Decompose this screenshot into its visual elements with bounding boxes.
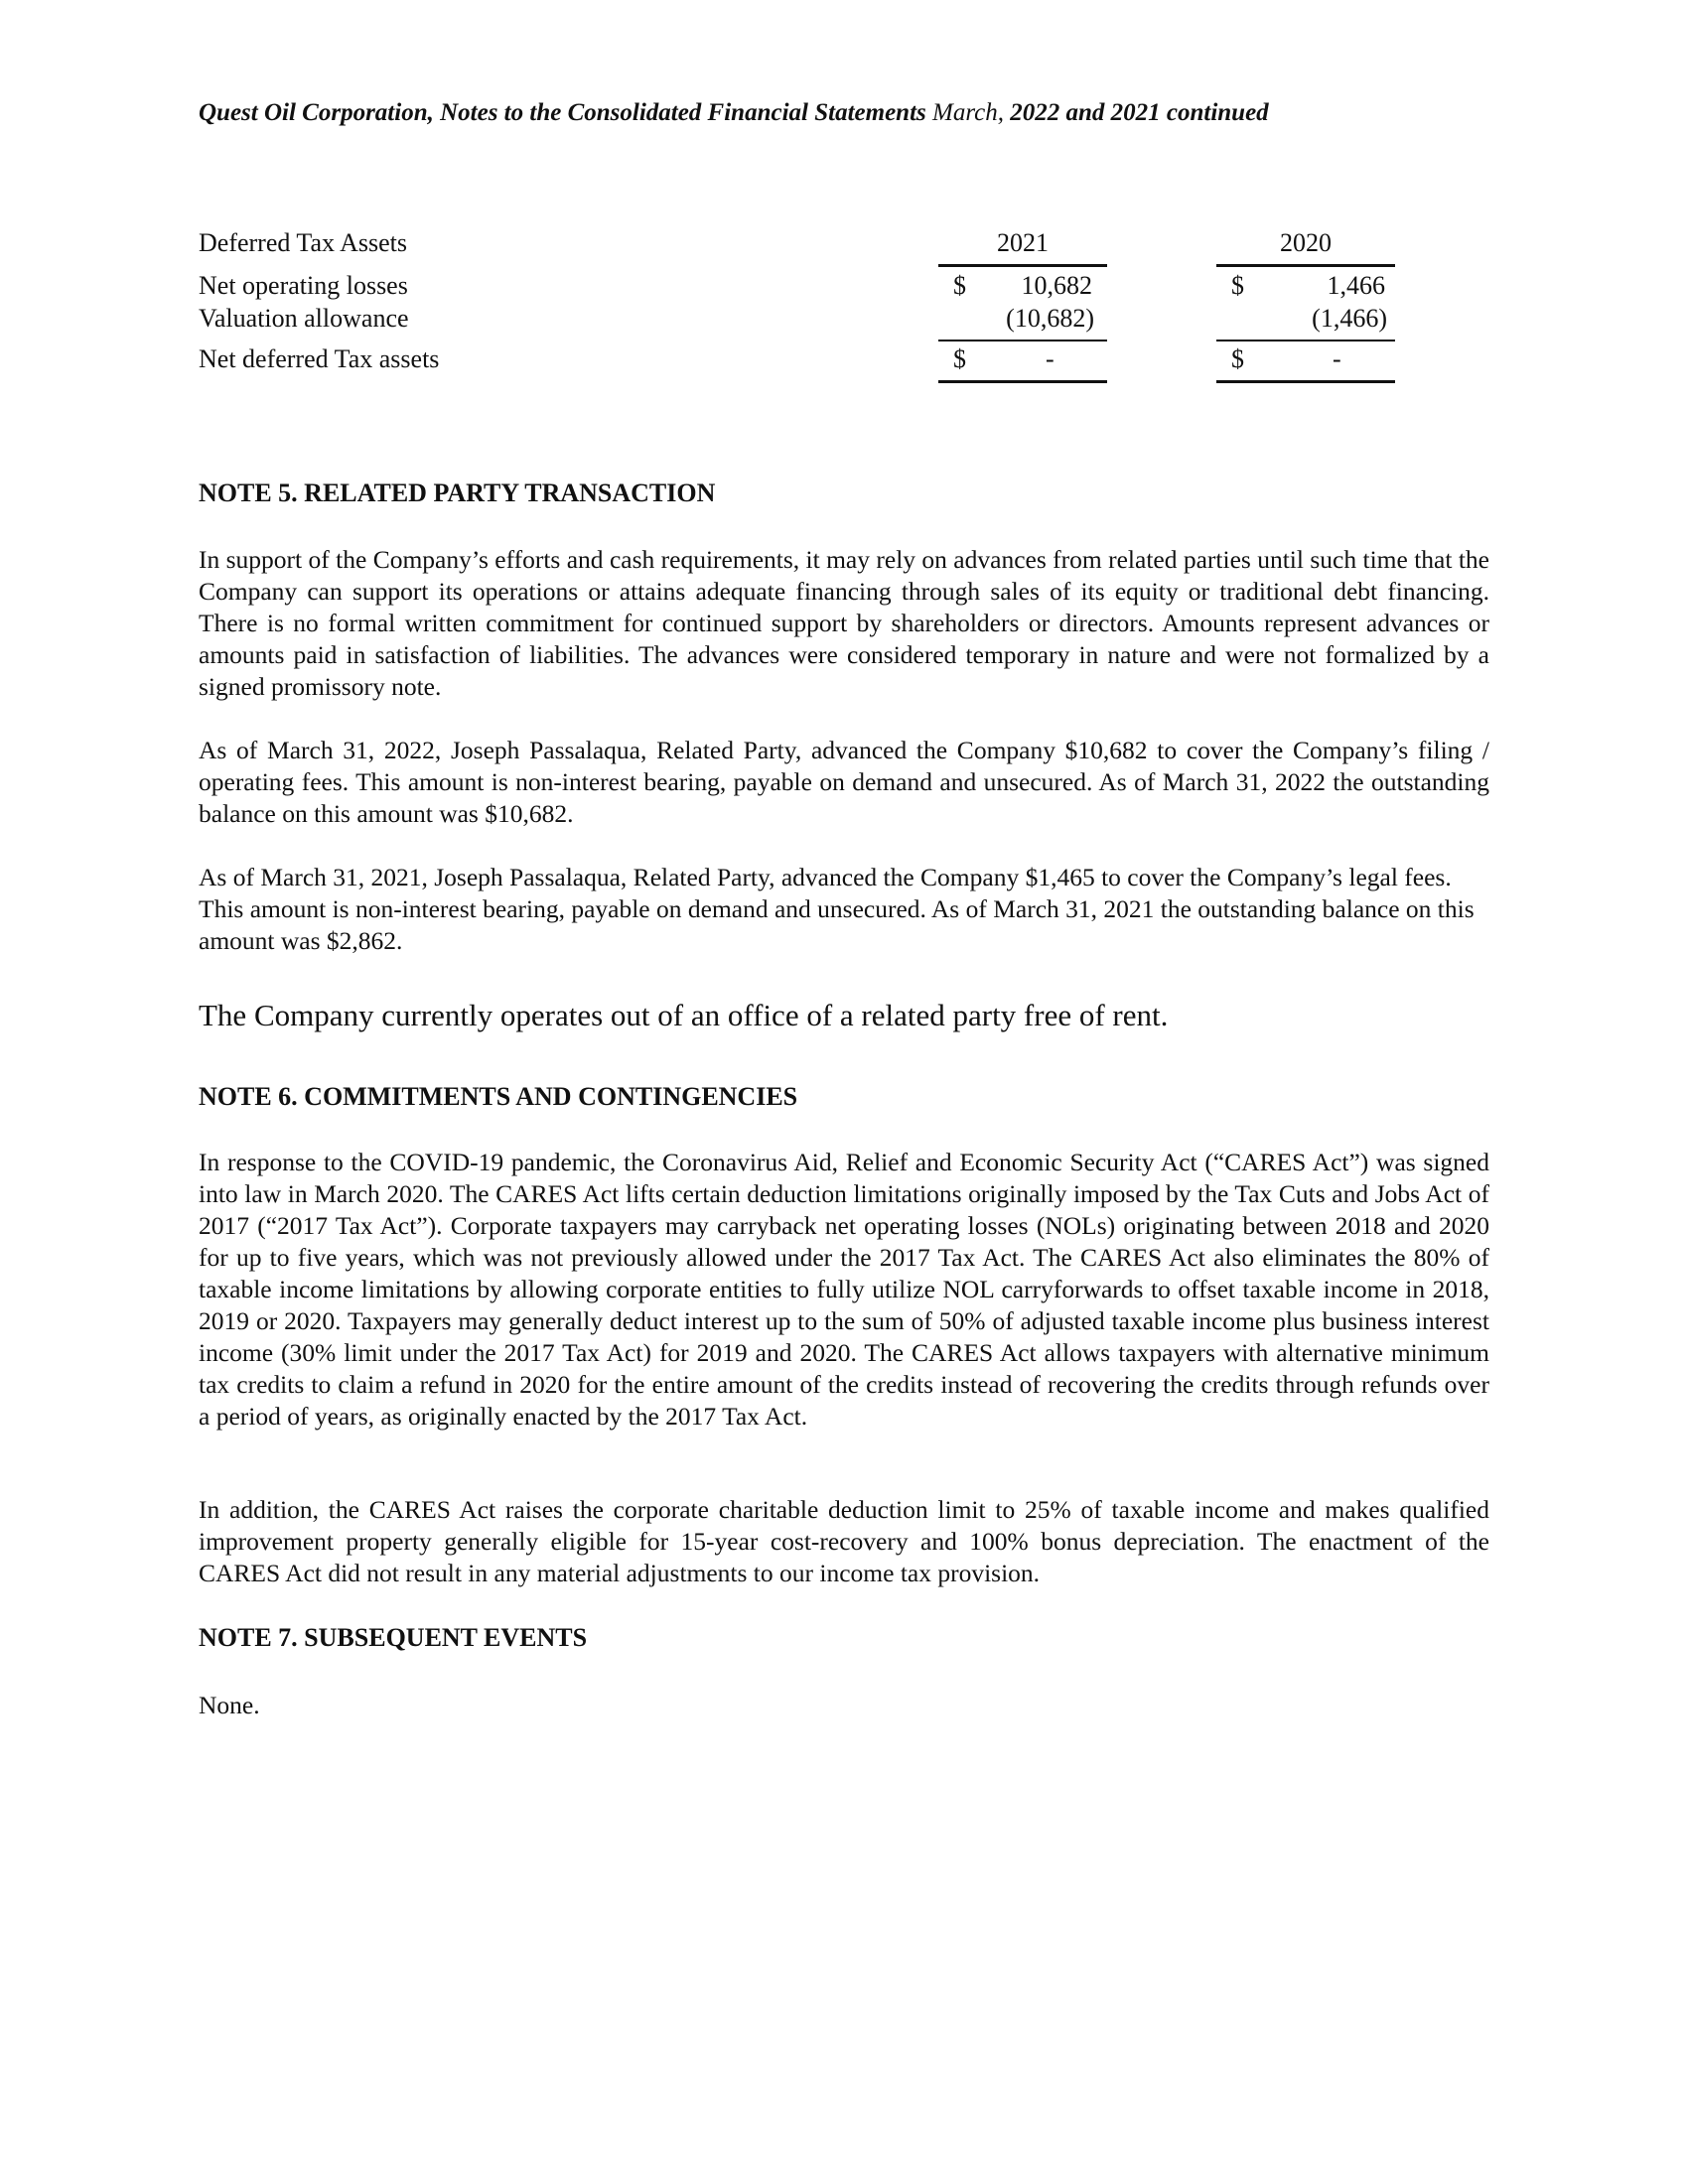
note7-title: NOTE 7. SUBSEQUENT EVENTS xyxy=(199,1623,588,1652)
row-label-valuation-allowance: Valuation allowance xyxy=(199,304,409,333)
year-underline-2021 xyxy=(938,264,1107,267)
value-2020: 1,466 xyxy=(1327,271,1385,300)
total-rule-2020 xyxy=(1216,380,1395,383)
year-underline-2020 xyxy=(1216,264,1395,267)
currency-2020: $ xyxy=(1231,271,1244,300)
table-title: Deferred Tax Assets xyxy=(199,228,407,257)
currency-2021: $ xyxy=(953,271,966,300)
note6-paragraph-2: In addition, the CARES Act raises the corporate charitable deduction limit to 25% of taxable income and makes qualified improvement property generally eligible for 15-year cost-recovery and 100% bonus depreciation. The enactment of the CARES Act did not result in any material adjustments to our income tax provision. xyxy=(199,1495,1489,1587)
header-years: 2022 and 2021 continued xyxy=(1010,99,1269,126)
note5-title: NOTE 5. RELATED PARTY TRANSACTION xyxy=(199,478,716,507)
value-2020: (1,466) xyxy=(1312,304,1387,333)
note5-paragraph-3: As of March 31, 2021, Joseph Passalaqua, Related Party, advanced the Company $1,465 to cover the Company’s legal fees. This amount is non-interest bearing, payable on demand and unsecured. As of March 31, 2021 the outstanding balance on this amount was $2,862. xyxy=(199,863,1475,955)
currency-2020: $ xyxy=(1231,344,1244,373)
page-header xyxy=(199,99,1489,127)
note5-paragraph-4: The Company currently operates out of an office of a related party free of rent. xyxy=(199,998,1169,1032)
value-2021: - xyxy=(1046,344,1055,373)
value-2021: (10,682) xyxy=(1006,304,1094,333)
deferred-tax-table xyxy=(199,228,1420,387)
note5-paragraph-1: In support of the Company’s efforts and cash requirements, it may rely on advances from related parties until such time that the Company can support its operations or attains adequate financing through sales of its equity or traditional debt financing. There is no formal written commitment for continued support by shareholders or directors. Amounts represent advances or amounts paid in satisfaction of liabilities. The advances were considered temporary in nature and were not formalized by a signed promissory note. xyxy=(199,545,1489,701)
row-label-net-deferred-tax-assets: Net deferred Tax assets xyxy=(199,344,440,373)
subtotal-rule-2021 xyxy=(938,340,1107,341)
total-rule-2021 xyxy=(938,380,1107,383)
value-2020: - xyxy=(1333,344,1341,373)
note6-paragraph-1: In response to the COVID-19 pandemic, the Coronavirus Aid, Relief and Economic Security Act (“CARES Act”) was signed into law in March 2020. The CARES Act lifts certain deduction limitations originally imposed by the Tax Cuts and Jobs Act of 2017 (“2017 Tax Act”). Corporate taxpayers may carryback net operating losses (NOLs) originating between 2018 and 2020 for up to five years, which was not previously allowed under the 2017 Tax Act. The CARES Act also eliminates the 80% of taxable income limitations by allowing corporate entities to fully utilize NOL carryforwards to offset taxable income in 2018, 2019 or 2020. Taxpayers may generally deduct interest up to the sum of 50% of adjusted taxable income plus business interest income (30% limit under the 2017 Tax Act) for 2019 and 2020. The CARES Act allows taxpayers with alternative minimum tax credits to claim a refund in 2020 for the entire amount of the credits instead of recovering the credits through refunds over a period of years, as originally enacted by the 2017 Tax Act. xyxy=(199,1148,1489,1431)
subtotal-rule-2020 xyxy=(1216,340,1395,341)
currency-2021: $ xyxy=(953,344,966,373)
note5-paragraph-2: As of March 31, 2022, Joseph Passalaqua, Related Party, advanced the Company $10,682 to cover the Company’s filing / operating fees. This amount is non-interest bearing, payable on demand and unsecured. As of March 31, 2022 the outstanding balance on this amount was $10,682. xyxy=(199,736,1489,828)
note7-paragraph-1: None. xyxy=(199,1691,260,1719)
year-header-2021: 2021 xyxy=(997,228,1049,257)
note6-title: NOTE 6. COMMITMENTS AND CONTINGENCIES xyxy=(199,1082,798,1111)
value-2021: 10,682 xyxy=(1021,271,1092,300)
header-company-note: Quest Oil Corporation, Notes to the Consolidated Financial Statements xyxy=(199,99,926,126)
year-header-2020: 2020 xyxy=(1280,228,1332,257)
header-period: March, xyxy=(932,99,1004,126)
row-label-net-operating-losses: Net operating losses xyxy=(199,271,408,300)
